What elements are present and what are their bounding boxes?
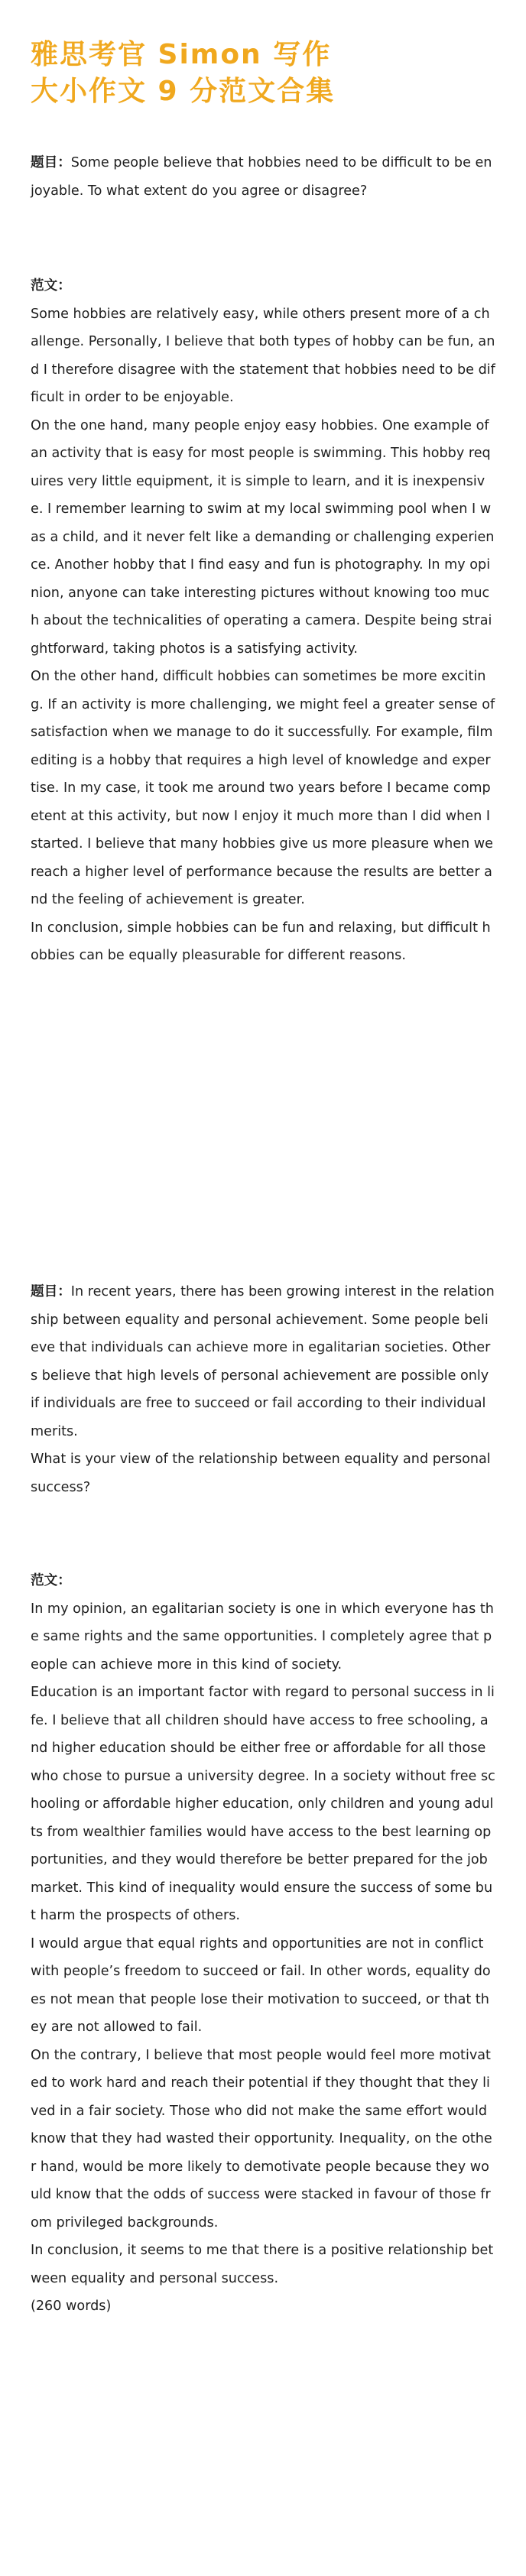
essay1-prompt <box>31 149 495 205</box>
paragraph: In conclusion, simple hobbies can be fun and relaxing, but difficult hobbies can be equally pleasurable for different reasons. <box>31 920 491 963</box>
page-title <box>31 37 335 110</box>
title-line-1: 雅思考官 Simon 写作 <box>31 39 332 70</box>
paragraph: In conclusion, it seems to me that there is a positive relationship between equality and personal success. <box>31 2243 494 2286</box>
sample-label: 范文： <box>31 1573 71 1588</box>
paragraph: On the one hand, many people enjoy easy hobbies. One example of an activity that is easy for most people is swimming. This hobby requires very little equipment, it is simple to learn, and it is inexpensive. I remember learning to swim at my local swimming pool when I was a child, and it never felt like a demanding or challenging experience. Another hobby that I find easy and fun is photography. In my opinion, anyone can take interesting pictures without knowing too much about the technicalities of operating a camera. Despite being straightforward, taking photos is a satisfying activity. <box>31 417 495 657</box>
paragraph: On the other hand, difficult hobbies can sometimes be more exciting. If an activity is more challenging, we might feel a greater sense of satisfaction when we manage to do it successfully. For example, film editing is a hobby that requires a high level of knowledge and expertise. In my case, it took me around two years before I became competent at this activity, but now I enjoy it much more than I did when I started. I believe that many hobbies give us more pleasure when we reach a higher level of performance because the results are better and the feeling of achievement is greater. <box>31 669 499 907</box>
paragraph: Education is an important factor with regard to personal success in life. I believe that all children should have access to free schooling, and higher education should be either free or affordable for all those who chose to pursue a university degree. In a society without free schooling or affordable higher education, only children and young adults from wealthier families would have access to the best learning opportunities, and they would therefore be better prepared for the job market. This kind of inequality would ensure the success of some but harm the prospects of others. <box>31 1685 495 1923</box>
paragraph: On the contrary, I believe that most people would feel more motivated to work hard and reach their potential if they thought that they lived in a fair society. Those who did not make the same effort would know that they had wasted their opportunity. Inequality, on the other hand, would be more likely to demotivate people because they would know that the odds of success were stacked in favour of those from privileged backgrounds. <box>31 2047 492 2230</box>
paragraph: I would argue that equal rights and opportunities are not in conflict with people’s freedom to succeed or fail. In other words, equality does not mean that people lose their motivation to succeed, or that they are not allowed to fail. <box>31 1935 491 2035</box>
prompt-label: 题目： <box>31 1284 71 1299</box>
prompt-text: In recent years, there has been growing interest in the relationship between equality and personal achievement. Some people believe that individuals can achieve more in egalitarian societies. Others believe that high levels of personal achievement are possible only if individuals are free to succeed or fail according to their individual merits. What is your view of the relationship between equality and personal success? <box>31 1284 495 1495</box>
prompt-label: 题目： <box>31 155 71 170</box>
prompt-text: Some people believe that hobbies need to be difficult to be enjoyable. To what extent do you agree or disagree? <box>31 155 492 199</box>
paragraph: In my opinion, an egalitarian society is one in which everyone has the same rights and the same opportunities. I completely agree that people can achieve more in this kind of society. <box>31 1601 494 1672</box>
sample-label: 范文： <box>31 278 71 294</box>
word-count: (260 words) <box>31 2299 112 2314</box>
essay2-sample <box>31 1567 495 2321</box>
title-line-2: 大小作文 9 分范文合集 <box>31 76 336 107</box>
paragraph: Some hobbies are relatively easy, while others present more of a challenge. Personally, I believe that both types of hobby can be fun, and I therefore disagree with the statement that hobbies need to be difficult in order to be enjoyable. <box>31 306 495 405</box>
essay2-prompt <box>31 1278 495 1501</box>
essay1-sample <box>31 272 499 970</box>
